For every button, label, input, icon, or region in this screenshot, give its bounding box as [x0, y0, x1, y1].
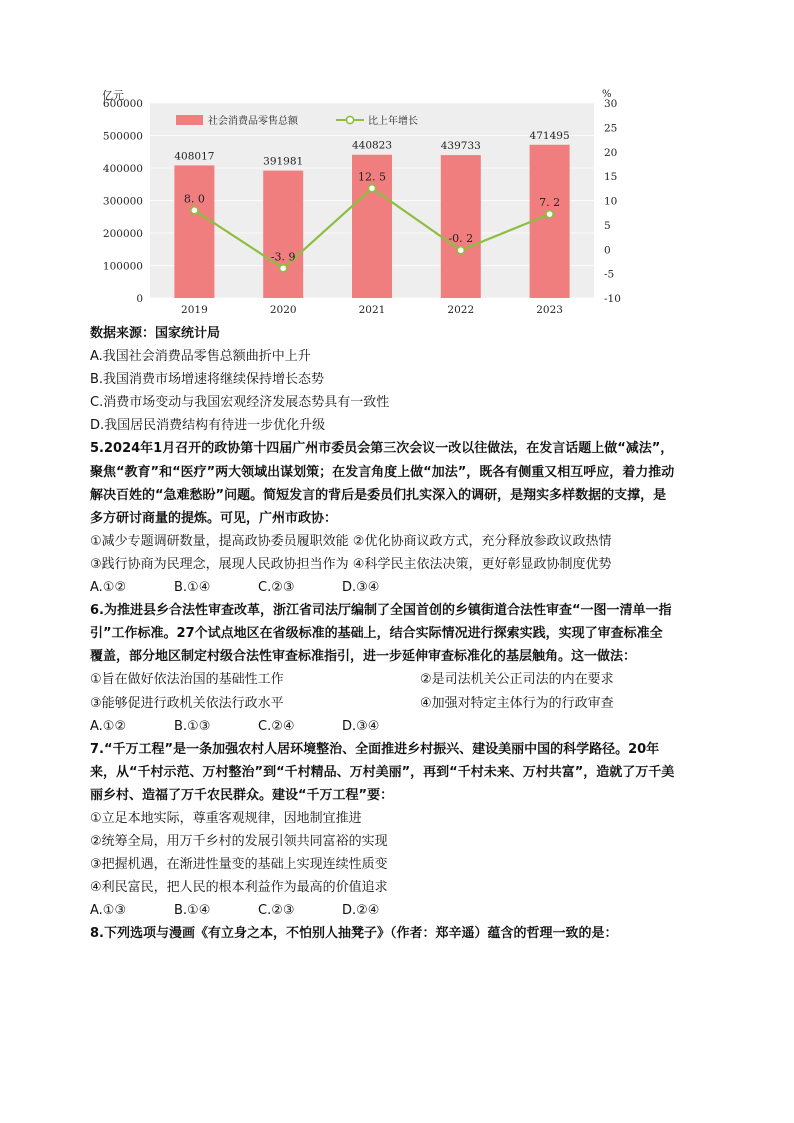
- bar-value-label: 471495: [529, 129, 570, 142]
- legend-bar-swatch: [176, 115, 203, 125]
- q7-answer-b: B.①④: [174, 903, 211, 919]
- q7-stem-line: 来，从“千村示范、万村整治”到“千村精品、万村美丽”，再到“千村未来、万村共富”，造就了万千美: [90, 764, 675, 780]
- q6-answer-c: C.②④: [258, 718, 295, 734]
- bar-2020: [263, 171, 303, 298]
- bar-2023: [530, 145, 570, 298]
- growth-point-2020: [280, 265, 287, 272]
- q4-option-a: A.我国社会消费品零售总额曲折中上升: [90, 349, 311, 365]
- q6-stem-line: 6.为推进县乡合法性审查改革，浙江省司法厅编制了全国首创的乡镇街道合法性审查“一图一清单一指: [90, 603, 672, 619]
- q7-statement-3: ③把握机遇，在渐进性量变的基础上实现连续性质变: [90, 857, 388, 873]
- q4-option-b: B.我国消费市场增速将继续保持增长态势: [90, 372, 325, 388]
- x-tick-label: 2020: [269, 304, 297, 316]
- q6-answer-d: D.③④: [342, 718, 380, 734]
- right-axis-unit: %: [602, 89, 612, 100]
- q6-statement-4: ④加强对特定主体行为的行政审查: [420, 695, 614, 711]
- q6-answer-choices: [90, 715, 720, 738]
- legend-bar-label: 社会消费品零售总额: [208, 116, 298, 127]
- q5-answer-c: C.②③: [258, 580, 295, 596]
- q4-option-c: C.消费市场变动与我国宏观经济发展态势具有一致性: [90, 395, 390, 411]
- growth-value-label: 8. 0: [183, 192, 205, 206]
- right-axis-ticks: [604, 98, 621, 305]
- x-tick-label: 2021: [358, 304, 386, 316]
- document-body: [90, 322, 720, 946]
- q6-statement-2: ②是司法机关公正司法的内在要求: [420, 672, 614, 688]
- left-tick-label: 500000: [102, 130, 143, 143]
- q6-statements-row: [90, 692, 720, 715]
- legend: [176, 114, 418, 127]
- q5-statements-row: ①减少专题调研数量，提高政协委员履职效能 ②优化协商议政方式，充分释放参政议政热情: [90, 533, 612, 549]
- x-tick-label: 2019: [181, 304, 208, 316]
- growth-value-label: -3. 9: [270, 250, 296, 264]
- left-axis-ticks: [103, 98, 143, 305]
- q7-answer-choices: [90, 899, 720, 922]
- bar-2019: [174, 165, 214, 298]
- x-tick-label: 2023: [536, 304, 563, 316]
- growth-value-label: -0. 2: [448, 232, 474, 246]
- q6-stem-line: 引”工作标准。27个试点地区在省级标准的基础上，结合实际情况进行探索实践，实现了审查标准全: [90, 626, 663, 642]
- left-tick-label: 400000: [102, 163, 143, 175]
- growth-point-2021: [368, 185, 375, 192]
- q6-statement-1: ①旨在做好依法治国的基础性工作: [90, 672, 284, 688]
- bar-value-label: 439733: [440, 140, 481, 153]
- q5-stem-line: 聚焦“教育”和“医疗”两大领域出谋划策；在发言角度上做“加法”，既各有侧重又相互呼应，着力推动: [90, 464, 675, 480]
- legend-line-label: 比上年增长: [368, 116, 418, 127]
- right-tick-label: -5: [604, 268, 615, 281]
- x-tick-label: 2022: [447, 304, 475, 316]
- q5-statements-row: ③践行协商为民理念，展现人民政协担当作为 ④科学民主依法决策，更好彰显政协制度优势: [90, 556, 612, 572]
- q7-answer-c: C.②③: [258, 903, 295, 919]
- left-tick-label: 200000: [102, 228, 143, 240]
- legend-line-marker: [346, 116, 353, 123]
- q6-stem-line: 覆盖，部分地区制定村级合法性审查标准指引，进一步延伸审查标准化的基层触角。这一做法：: [90, 649, 637, 665]
- q8-stem: 8.下列选项与漫画《有立身之本，不怕别人抽凳子》（作者：郑辛遥）蕴含的哲理一致的是：: [90, 926, 618, 942]
- bar-2022: [441, 155, 481, 298]
- q7-statement-1: ①立足本地实际，尊重客观规律，因地制宜推进: [90, 810, 362, 826]
- q7-statement-4: ④利民富民，把人民的根本利益作为最高的价值追求: [90, 880, 388, 896]
- q7-stem-line: 丽乡村、造福了万千农民群众。建设“千万工程”要：: [90, 787, 394, 803]
- q5-stem-line: 多方研讨商量的提炼。可见，广州市政协：: [90, 510, 338, 526]
- growth-point-2022: [457, 247, 464, 254]
- growth-point-2023: [546, 211, 553, 218]
- left-tick-label: 0: [136, 293, 143, 305]
- q6-answer-a: A.①②: [90, 718, 127, 734]
- q5-answer-choices: [90, 576, 720, 599]
- growth-value-label: 7. 2: [539, 196, 561, 210]
- right-tick-label: 30: [604, 98, 618, 110]
- right-tick-label: 25: [604, 122, 618, 135]
- bar-value-label: 391981: [263, 155, 304, 168]
- right-tick-label: 0: [604, 244, 611, 257]
- q7-answer-d: D.②④: [342, 903, 380, 919]
- right-tick-label: -10: [604, 293, 621, 305]
- retail-sales-chart: [98, 86, 638, 318]
- q5-stem-line: 5.2024年1月召开的政协第十四届广州市委员会第三次会议一改以往做法，在发言话题上做“减法”，: [90, 441, 674, 457]
- q7-stem-line: 7.“千万工程”是一条加强农村人居环境整治、全面推进乡村振兴、建设美丽中国的科学路径。20年: [90, 741, 660, 757]
- x-axis-ticks: [181, 304, 563, 316]
- q7-statement-2: ②统筹全局，用万千乡村的发展引领共同富裕的实现: [90, 834, 388, 850]
- right-tick-label: 15: [604, 171, 618, 184]
- q5-answer-b: B.①④: [174, 580, 211, 596]
- right-tick-label: 10: [604, 195, 618, 208]
- bar-value-label: 408017: [174, 150, 215, 163]
- growth-value-label: 12. 5: [358, 170, 386, 184]
- q4-option-d: D.我国居民消费结构有待进一步优化升级: [90, 418, 326, 434]
- left-axis-unit: 亿元: [102, 89, 124, 102]
- q7-answer-a: A.①③: [90, 903, 127, 919]
- bar-value-label: 440823: [351, 139, 393, 152]
- right-tick-label: 20: [604, 146, 618, 159]
- q5-stem-line: 解决百姓的“急难愁盼”问题。简短发言的背后是委员们扎实深入的调研，是翔实多样数据的支撑，是: [90, 487, 667, 503]
- right-tick-label: 5: [604, 219, 611, 232]
- growth-point-2019: [191, 207, 198, 214]
- q6-answer-b: B.①③: [174, 718, 211, 734]
- q6-statements-row: [90, 668, 720, 691]
- chart-source: 数据来源：国家统计局: [90, 326, 221, 341]
- left-tick-label: 600000: [102, 98, 143, 110]
- q5-answer-a: A.①②: [90, 580, 127, 596]
- left-tick-label: 300000: [102, 195, 143, 208]
- left-tick-label: 100000: [102, 260, 143, 273]
- q6-statement-3: ③能够促进行政机关依法行政水平: [90, 695, 284, 711]
- q5-answer-d: D.③④: [342, 580, 380, 596]
